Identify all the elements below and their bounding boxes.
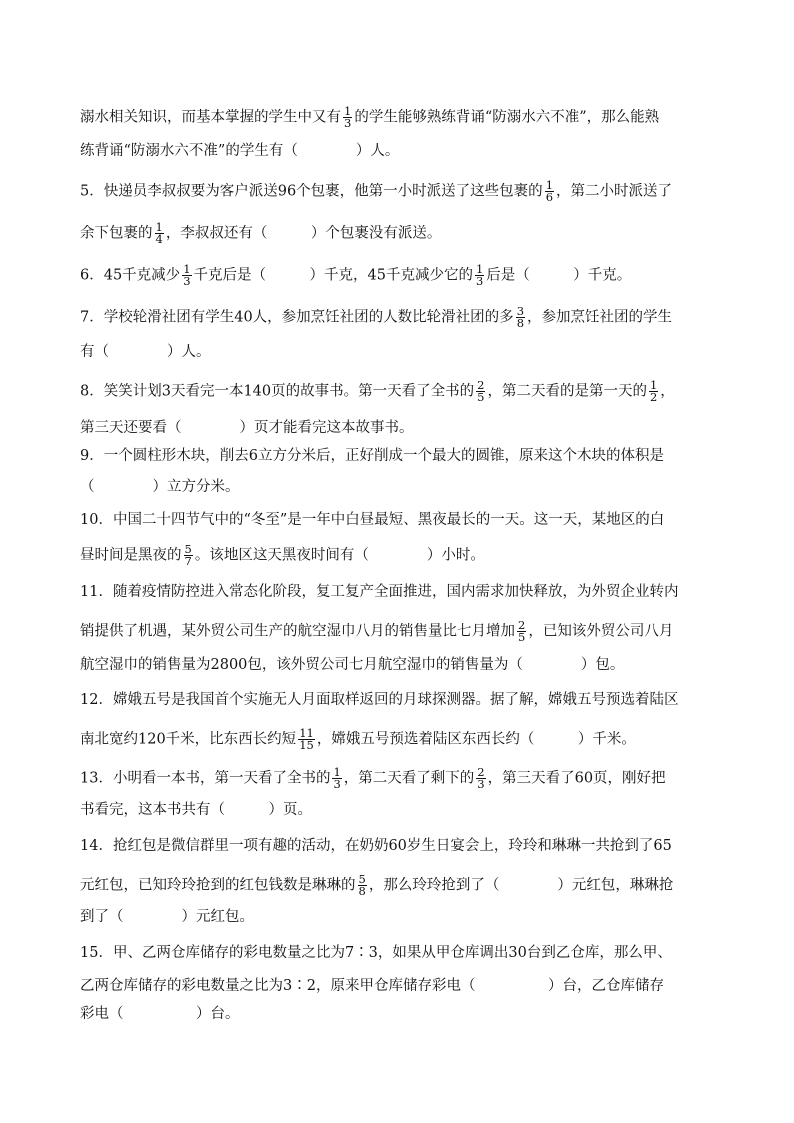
fraction-denominator: 3 [475,274,484,288]
text-segment: 6．45千克减少 [80,267,181,284]
fraction-numerator: 1 [649,378,658,392]
text-line [80,874,673,897]
fraction-denominator: 5 [518,630,526,644]
fraction-numerator: 2 [477,378,485,392]
fraction-numerator: 2 [518,618,526,632]
text-segment: 8．笑笑计划3天看完一本140页的故事书。第一天看了全书的 [80,383,475,400]
text-segment: 航空湿巾的销售量为2800包，该外贸公司七月航空湿巾的销售量为（ ）包。 [80,657,625,673]
text-segment: 余下包裹的 [80,225,153,242]
text-line [80,943,672,963]
text-segment: 练背诵“防溺水六不准”的学生有（ ）人。 [80,143,400,159]
text-segment: 15．甲、乙两仓库储存的彩电数量之比为7∶3，如果从甲仓库调出30台到乙仓库，那么甲、 [80,945,672,961]
fraction-numerator: 1 [475,262,484,276]
fraction [155,222,164,245]
text-line [80,477,240,497]
fraction-numerator: 3 [516,304,525,318]
fraction [332,767,341,790]
text-line [80,106,659,129]
fraction-numerator: 1 [545,178,554,192]
text-line [80,836,672,856]
text-segment: 13．小明看一本书，第一天看了全书的 [80,770,331,787]
fraction-denominator: 7 [184,554,192,568]
fraction-denominator: 15 [299,738,314,752]
fraction-numerator: 11 [299,726,314,740]
text-segment: 5．快递员李叔叔要为客户派送96个包裹，他第一小时派送了这些包裹的 [80,183,543,200]
fraction-denominator: 8 [516,316,525,330]
fraction [516,306,525,329]
fraction-denominator: 3 [183,274,191,288]
text-segment: 。该地区这天黑夜时间有（ ）小时。 [194,547,485,564]
text-segment: ， [660,383,675,400]
text-segment: 9．一个圆柱形木块，削去6立方分米后，正好削成一个最大的圆锥，原来这个木块的体积是 [80,448,664,464]
fraction-numerator: 1 [183,262,191,276]
fraction [545,180,554,203]
text-segment: 昼时间是黑夜的 [80,547,182,564]
text-segment: 到了（ ）元红包。 [80,909,254,925]
text-line [80,342,211,362]
text-line [80,655,624,675]
fraction-numerator: 1 [155,220,163,234]
fraction [475,264,484,287]
text-segment: ，已知该外贸公司八月 [528,623,674,640]
text-line [80,510,664,530]
text-line [80,446,664,466]
fraction-denominator: 6 [545,190,554,204]
fraction [182,264,191,287]
text-segment: 11．随着疫情防控进入常态化阶段，复工复产全面推进，国内需求加快释放，为外贸企业转内 [80,584,679,600]
text-segment: ，第二天看了剩下的 [343,770,475,787]
text-segment: ，李叔叔还有（ ）个包裹没有派送。 [165,225,442,242]
text-line [80,222,441,245]
fraction-numerator: 5 [184,542,192,556]
text-segment: 销提供了机遇，某外贸公司生产的航空湿巾八月的销售量比七月增加 [80,623,515,640]
text-segment: ，第二小时派送了 [556,183,673,200]
text-segment: 元红包，已知玲玲抢到的红包钱数是琳琳的 [80,877,356,894]
fraction-numerator: 1 [344,104,352,118]
text-segment: 南北宽约120千米，比东西长约短 [80,731,297,748]
text-line [80,690,678,710]
fraction-numerator: 2 [477,765,485,779]
text-segment: ，那么玲玲抢到了（ ）元红包，琳琳抢 [368,877,674,894]
fraction [343,106,352,129]
text-line [80,264,631,287]
fraction-numerator: 1 [333,765,341,779]
fraction-denominator: 3 [477,777,485,791]
fraction [476,767,485,790]
fraction [298,728,315,751]
text-segment: ，第二天看的是第一天的 [487,383,647,400]
text-segment: ，第三天看了60页，刚好把 [487,770,666,787]
fraction [184,544,193,567]
text-line [80,544,485,567]
text-line [80,907,254,927]
fraction-denominator: 3 [344,116,352,130]
text-line [80,141,399,161]
text-segment: （ ）立方分米。 [80,479,240,495]
text-segment: 千克后是（ ）千克，45千克减少它的 [193,267,473,284]
text-line [80,767,666,790]
text-line [80,582,678,602]
text-line [80,976,664,996]
text-line [80,418,414,438]
text-segment: 7．学校轮滑社团有学生40人，参加烹饪社团的人数比轮滑社团的多 [80,309,514,326]
text-segment: 10．中国二十四节气中的“冬至”是一年中白昼最短、黑夜最长的一天。这一天，某地区的白 [80,512,665,528]
text-line [80,306,672,329]
text-line [80,728,636,751]
text-line [80,620,673,643]
fraction-denominator: 2 [649,390,658,404]
fraction [358,874,367,897]
text-segment: 溺水相关知识，而基本掌握的学生中又有 [80,109,341,126]
text-segment: ，嫦娥五号预选着陆区东西长约（ ）千米。 [316,731,636,748]
text-segment: 彩电（ ）台。 [80,1006,240,1022]
fraction-denominator: 4 [155,232,163,246]
text-line [80,180,672,203]
text-segment: 书看完，这本书共有（ ）页。 [80,802,312,818]
fraction [476,380,485,403]
fraction-denominator: 5 [477,390,485,404]
text-line [80,380,675,403]
text-segment: 后是（ ）千克。 [486,267,632,284]
text-segment: 14．抢红包是微信群里一项有趣的活动，在奶奶60岁生日宴会上，玲玲和琳琳一共抢到了65 [80,838,672,854]
text-segment: 第三天还要看（ ）页才能看完这本故事书。 [80,420,414,436]
text-segment: ，参加烹饪社团的学生 [527,309,673,326]
text-line [80,1004,240,1024]
text-segment: 乙两仓库储存的彩电数量之比为3∶2，原来甲仓库储存彩电（ ）台，乙仓库储存 [80,978,664,994]
fraction-numerator: 5 [358,872,366,886]
fraction-denominator: 8 [358,884,366,898]
fraction [517,620,526,643]
fraction-denominator: 3 [333,777,341,791]
text-segment: 12．嫦娥五号是我国首个实施无人月面取样返回的月球探测器。据了解，嫦娥五号预选着陆区 [80,692,679,708]
text-segment: 有（ ）人。 [80,344,211,360]
text-segment: 的学生能够熟练背诵“防溺水六不准”，那么能熟 [354,109,660,126]
text-line [80,800,312,820]
fraction [649,380,658,403]
